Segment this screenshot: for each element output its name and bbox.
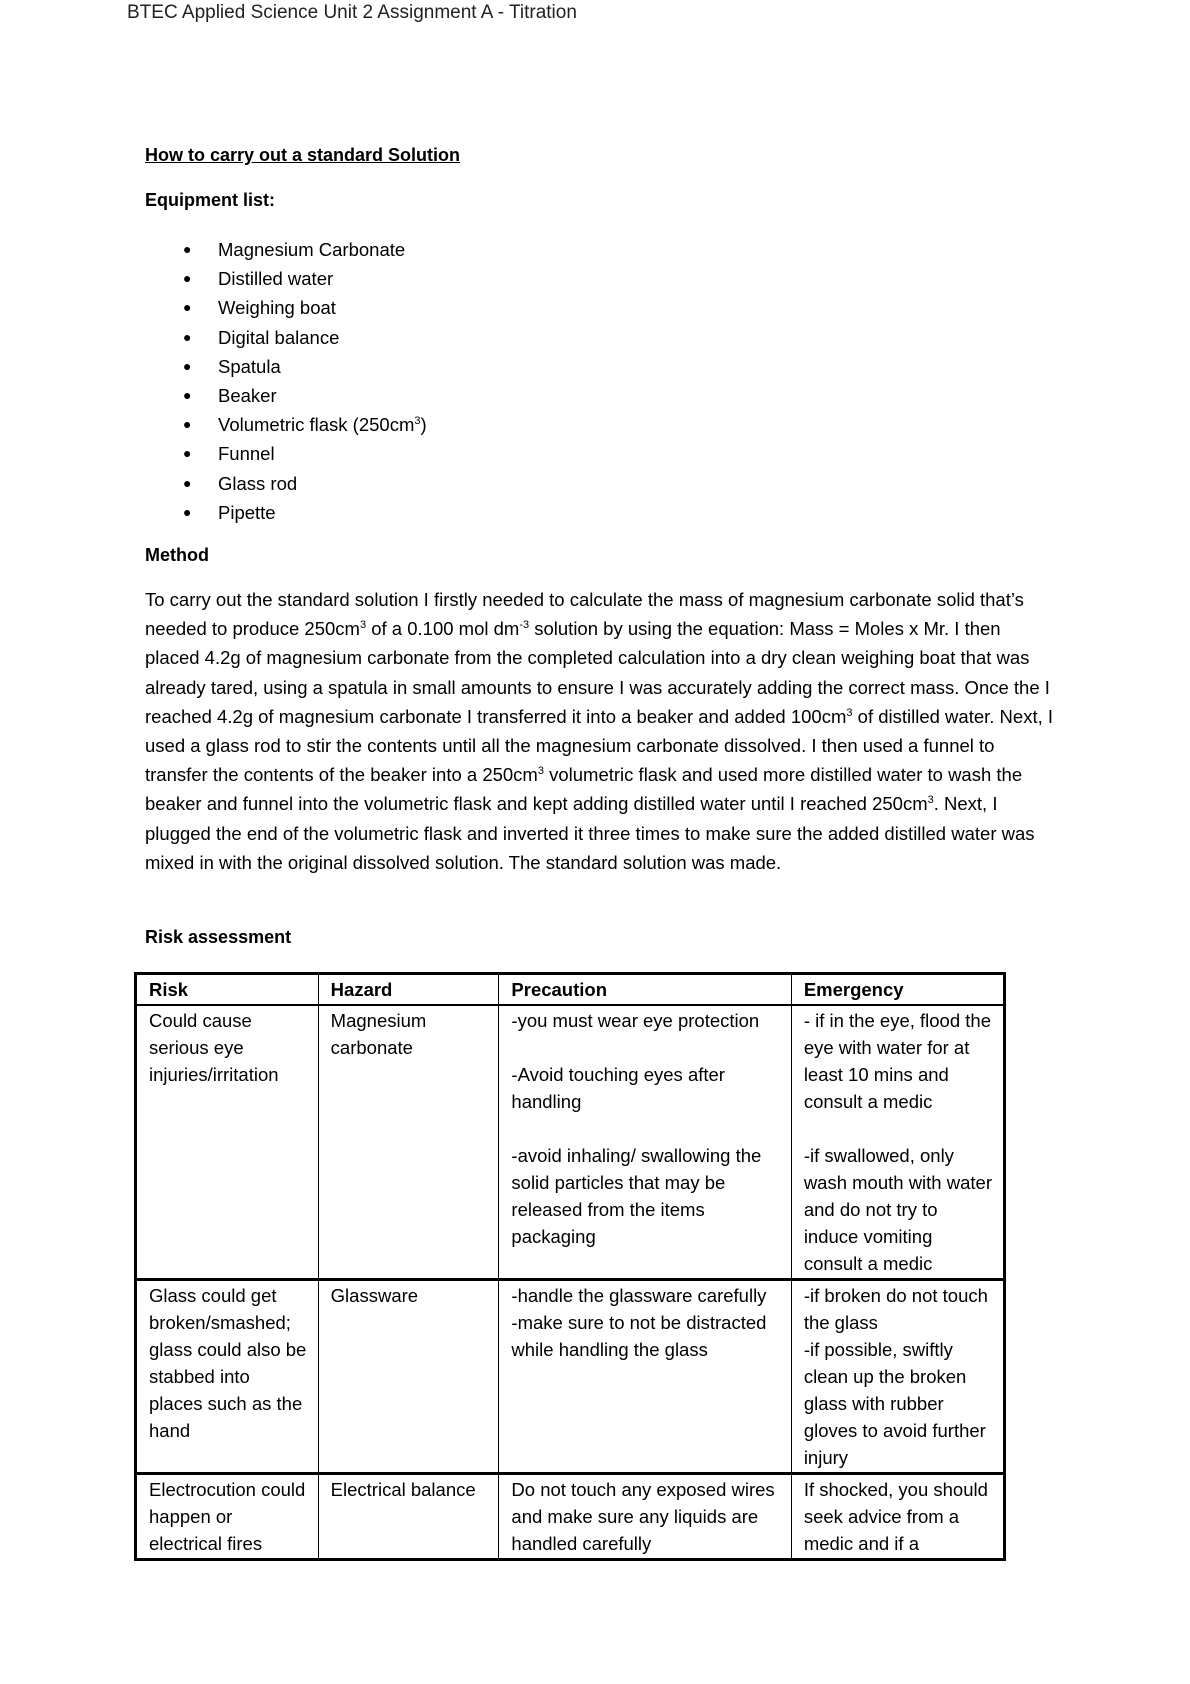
table-header-row — [136, 974, 1005, 1006]
list-item: ● Pipette — [145, 498, 427, 527]
list-item: ● Volumetric flask $(250cm^3)$ — [145, 410, 427, 439]
column-header-emergency: Emergency — [791, 974, 1004, 1006]
equipment-list — [145, 235, 427, 527]
risk-assessment-heading: Risk assessment — [145, 927, 292, 947]
list-item: ● Funnel — [145, 439, 427, 468]
list-item: ● Beaker — [145, 381, 427, 410]
bullet-icon: ● — [183, 299, 192, 316]
cell-hazard: Magnesium carbonate — [318, 1005, 499, 1280]
bullet-icon: ● — [183, 270, 192, 287]
bullet-icon: ● — [183, 416, 192, 433]
method-heading: Method — [145, 545, 209, 565]
cell-precaution: Do not touch any exposed wires and make sure any liquids are handled carefully — [499, 1474, 791, 1560]
table-row — [136, 1474, 1005, 1560]
column-header-precaution: Precaution — [499, 974, 791, 1006]
document-title: How to carry out a standard Solution — [145, 145, 461, 165]
risk-assessment-table — [134, 972, 1006, 1561]
cell-risk: Glass could get broken/smashed; glass could also be stabbed into places such as the hand — [136, 1280, 319, 1474]
method-paragraph: To carry out the standard solution I firstly needed to calculate the mass of magnesium carbonate solid that’s needed to produce $250cm^3$ of a 0.100 mol $dm^{-3}$ solution by using the equation: Mass = Moles x Mr. I then placed 4.2g of magnesium carbonate from the completed calculation into a dry clean weighing boat that was already tared, using a spatula in small amounts to ensure I was accurately adding the correct mass. Once the I reached 4.2g of magnesium carbonate I transferred it into a beaker and added $100cm^3$ of distilled water. Next, I used a glass rod to stir the contents until all the magnesium carbonate dissolved. I then used a funnel to transfer the contents of the beaker into a $250cm^3$ volumetric flask and used more distilled water to wash the beaker and funnel into the volumetric flask and kept adding distilled water until I reached $250cm^3$. Next, I plugged the end of the volumetric flask and inverted it three times to make sure the added distilled water was mixed in with the original dissolved solution. The standard solution was made. — [145, 589, 1054, 873]
cell-precaution: -handle the glassware carefully -make sure to not be distracted while handling the glass — [499, 1280, 791, 1474]
bullet-icon: ● — [183, 241, 192, 257]
document-body — [145, 145, 1065, 947]
bullet-icon: ● — [183, 386, 192, 403]
cell-emergency: If shocked, you should seek advice from a medic and if a — [791, 1474, 1004, 1560]
table-row — [136, 1280, 1005, 1474]
bullet-icon: ● — [183, 474, 192, 491]
bullet-icon: ● — [183, 445, 192, 462]
list-item: ● Digital balance — [145, 323, 427, 352]
list-item: ● Spatula — [145, 352, 427, 381]
bullet-icon: ● — [183, 503, 192, 520]
list-item: ● Magnesium Carbonate — [145, 235, 427, 264]
table-row — [136, 1005, 1005, 1280]
equipment-heading: Equipment list: — [145, 190, 275, 210]
list-item: ● Weighing boat — [145, 293, 427, 322]
bullet-icon: ● — [183, 357, 192, 374]
cell-emergency: - if in the eye, flood the eye with water for at least 10 mins and consult a medic -if swallowed, only wash mouth with water and do not try to induce vomiting consult a medic — [791, 1005, 1004, 1280]
column-header-risk: Risk — [136, 974, 319, 1006]
cell-risk: Electrocution could happen or electrical fires — [136, 1474, 319, 1560]
cell-hazard: Glassware — [318, 1280, 499, 1474]
page-header: BTEC Applied Science Unit 2 Assignment A - Titration — [127, 2, 577, 23]
cell-precaution: -you must wear eye protection -Avoid touching eyes after handling -avoid inhaling/ swallowing the solid particles that may be released from the items packaging — [499, 1005, 791, 1280]
cell-hazard: Electrical balance — [318, 1474, 499, 1560]
cell-risk: Could cause serious eye injuries/irritation — [136, 1005, 319, 1280]
column-header-hazard: Hazard — [318, 974, 499, 1006]
list-item: ● Glass rod — [145, 469, 427, 498]
bullet-icon: ● — [183, 328, 192, 345]
cell-emergency: -if broken do not touch the glass -if possible, swiftly clean up the broken glass with rubber gloves to avoid further injury — [791, 1280, 1004, 1474]
list-item: ● Distilled water — [145, 264, 427, 293]
